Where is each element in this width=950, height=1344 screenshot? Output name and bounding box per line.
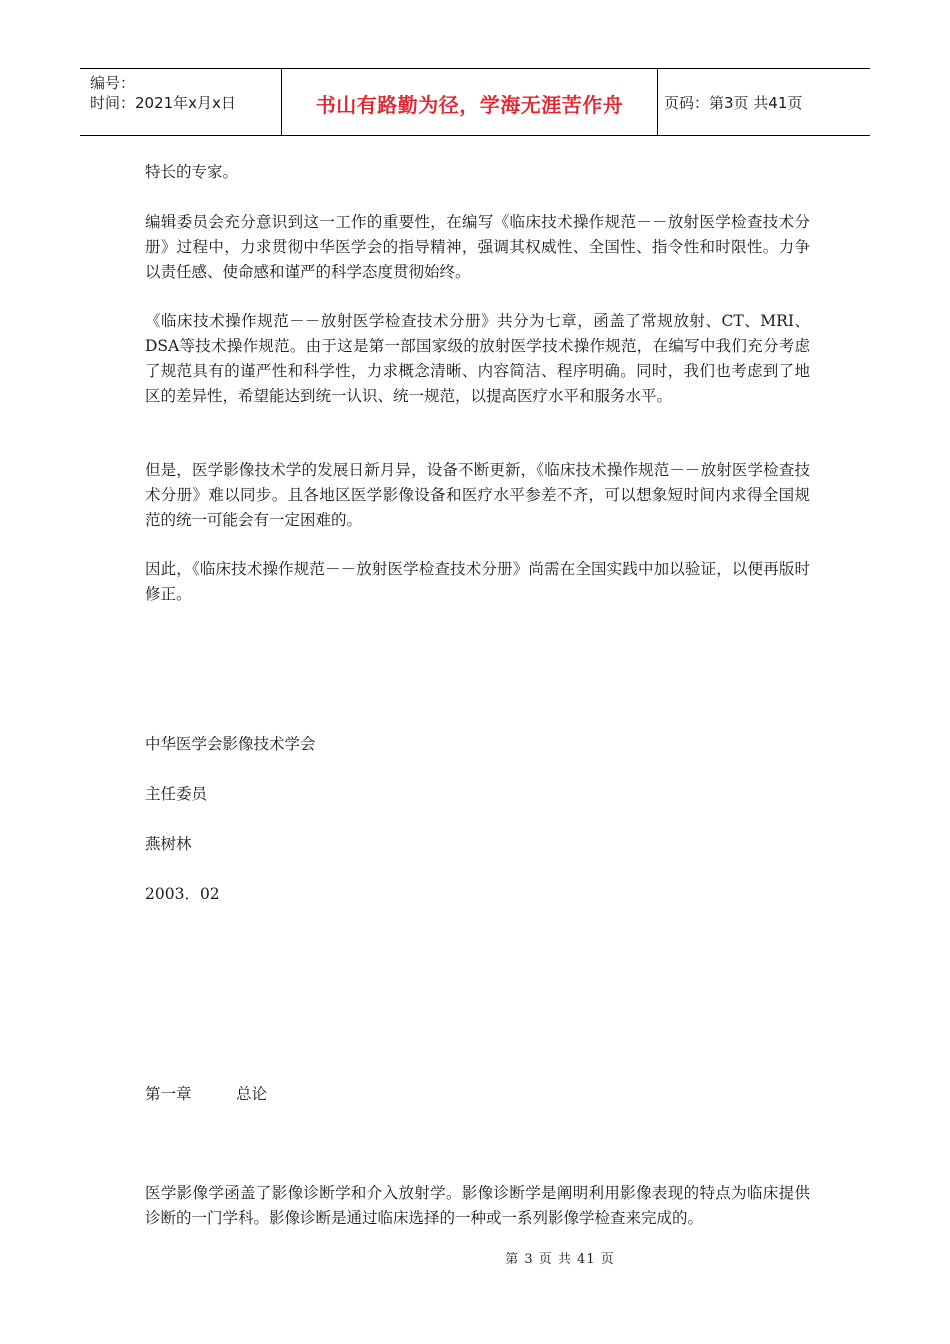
paragraph: 编辑委员会充分意识到这一工作的重要性，在编写《临床技术操作规范－－放射医学检查技术分册》过程中，力求贯彻中华医学会的指导精神，强调其权威性、全国性、指令性和时限性。力争以责任感、使命感和谨严的科学态度贯彻始终。 (145, 213, 810, 281)
signature-name: 燕树林 (145, 835, 192, 853)
chapter-paragraph: 医学影像学函盖了影像诊断学和介入放射学。影像诊断学是阐明利用影像表现的特点为临床提供诊断的一门学科。影像诊断是通过临床选择的一种或一系列影像学检查来完成的。 (145, 1184, 810, 1227)
paragraph: 因此，《临床技术操作规范－－放射医学检查技术分册》尚需在全国实践中加以验证，以便再版时修正。 (145, 560, 810, 603)
signature-position: 主任委员 (145, 785, 208, 803)
chapter-number: 第一章 (145, 1085, 192, 1103)
header-motto-cell (282, 69, 658, 135)
chapter-title: 总论 (236, 1085, 268, 1103)
time-label: 时间：2021年x月x日 (90, 94, 236, 112)
motto-text: 书山有路勤为径，学海无涯苦作舟 (315, 92, 624, 117)
page-code: 页码：第3页 共41页 (664, 93, 803, 112)
signature-organization: 中华医学会影像技术学会 (145, 735, 316, 753)
paragraph: 《临床技术操作规范－－放射医学检查技术分册》共分为七章，函盖了常规放射、CT、MRI、DSA等技术操作规范。由于这是第一部国家级的放射医学技术操作规范，在编写中我们充分考虑了规范具有的谨严性和科学性，力求概念清晰、内容简洁、程序明确。同时，我们也考虑到了地区的差异性，希望能达到统一认识、统一规范，以提高医疗水平和服务水平。 (145, 312, 810, 405)
signature-date: 2003．02 (145, 885, 220, 903)
header-page-cell (657, 69, 870, 135)
paragraph: 特长的专家。 (145, 163, 239, 181)
page-footer: 第 3 页 共 41 页 (505, 1252, 615, 1267)
paragraph: 但是，医学影像技术学的发展日新月异，设备不断更新，《临床技术操作规范－－放射医学检查技术分册》难以同步。且各地区医学影像设备和医疗水平参差不齐，可以想象短时间内求得全国规范的统一可能会有一定困难的。 (145, 461, 810, 529)
header-meta-cell (80, 69, 282, 135)
page-header (80, 68, 870, 136)
number-label: 编号： (90, 74, 136, 92)
